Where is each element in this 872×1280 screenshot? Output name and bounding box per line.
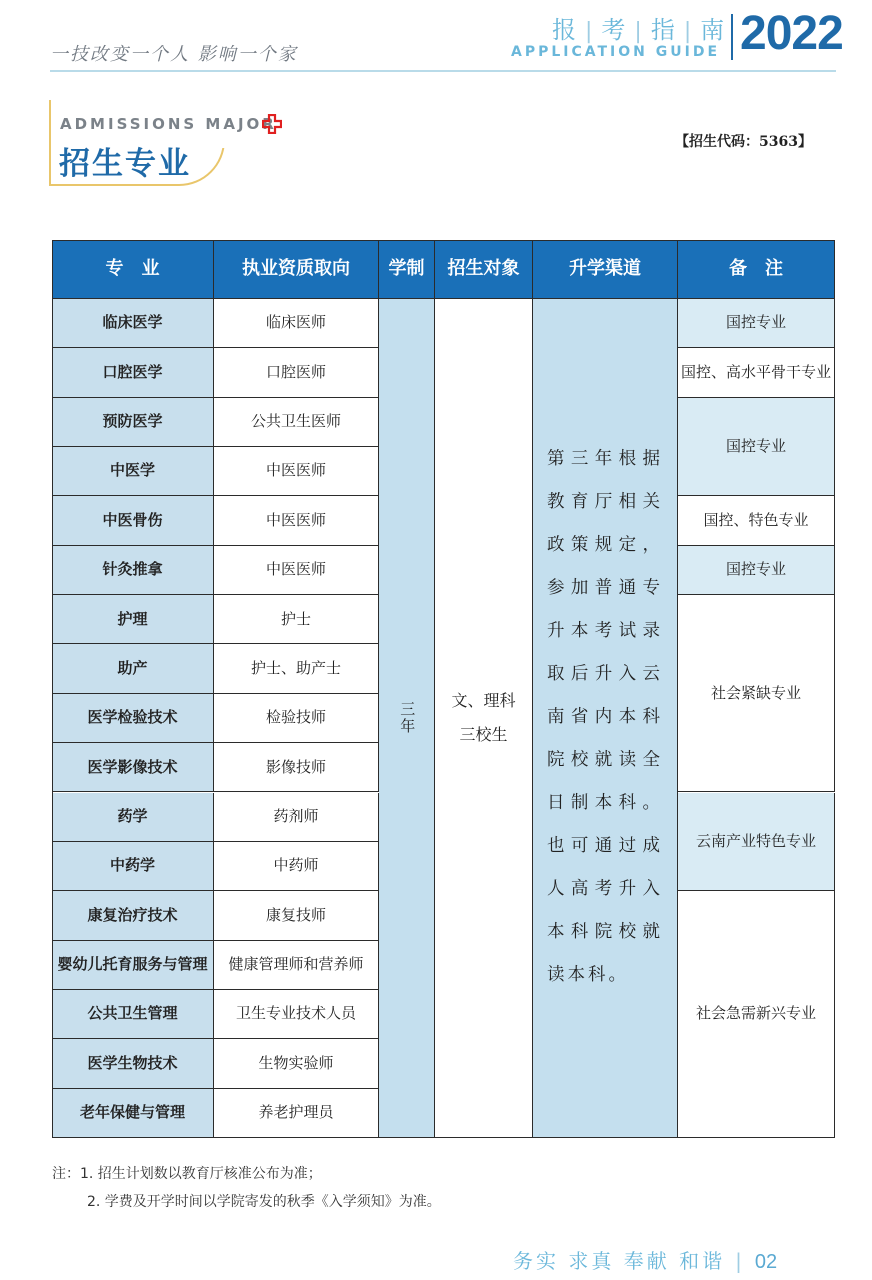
target-cell (435, 299, 533, 1138)
section-title-en: ADMISSIONS MAJOR (60, 115, 277, 133)
channel-line: 南省内本科 (547, 707, 663, 728)
channel-line: 取后升入云 (547, 664, 663, 685)
channel-line: 院校就读全 (547, 750, 663, 771)
channel-line: 政策规定， (547, 535, 663, 556)
admission-code: 【招生代码：5363】 (675, 134, 812, 150)
section-title-cn: 招生专业 (59, 146, 191, 182)
major-cell: 中药学 (52, 842, 214, 891)
footnote-2: 2. 学费及开学时间以学院寄发的秋季《入学须知》为准。 (87, 1194, 441, 1210)
channel-line: 教育厅相关 (547, 492, 663, 513)
guide-char: 考 (601, 16, 629, 44)
remark-cell: 国控专业 (678, 398, 835, 497)
qualification-cell: 生物实验师 (214, 1039, 379, 1088)
remark-cell: 国控、特色专业 (678, 496, 835, 545)
duration-text: 三年 (398, 700, 417, 735)
major-cell: 预防医学 (52, 398, 214, 447)
channel-line: 本科院校就 (547, 922, 663, 943)
guide-char: 报 (552, 16, 579, 44)
major-cell: 助产 (52, 644, 214, 693)
qualification-cell: 护士 (214, 595, 379, 644)
table-header-cell: 招生对象 (435, 240, 533, 299)
table-header-cell: 备 注 (678, 240, 835, 299)
slogan: 一技改变一个人 影响一个家 (50, 44, 298, 65)
table-header-cell: 学制 (379, 240, 435, 299)
remark-cell: 国控专业 (678, 299, 835, 348)
major-cell: 婴幼儿托育服务与管理 (52, 941, 214, 990)
remark-cell: 国控、高水平骨干专业 (678, 348, 835, 397)
channel-line: 日制本科。 (547, 793, 663, 814)
guide-char: 指 (650, 16, 678, 44)
qualification-cell: 养老护理员 (214, 1089, 379, 1138)
major-cell: 公共卫生管理 (52, 990, 214, 1039)
channel-cell (533, 299, 678, 1138)
table-header-cell: 升学渠道 (533, 240, 678, 299)
target-line: 三校生 (459, 724, 508, 744)
channel-line: 读本科。 (547, 965, 629, 986)
major-cell: 口腔医学 (52, 348, 214, 397)
qualification-cell: 公共卫生医师 (214, 398, 379, 447)
major-cell: 针灸推拿 (52, 546, 214, 595)
year-label: 2022 (740, 7, 843, 60)
qualification-cell: 药剂师 (214, 793, 379, 842)
major-cell: 药学 (52, 793, 214, 842)
duration-cell (379, 299, 435, 1138)
header-rule (50, 70, 836, 72)
major-cell: 中医学 (52, 447, 214, 496)
channel-line: 也可通过成 (547, 836, 663, 857)
channel-line: 升本考试录 (547, 621, 663, 642)
channel-line: 第三年根据 (547, 449, 663, 470)
qualification-cell: 影像技师 (214, 743, 379, 792)
footnotes (52, 1160, 441, 1216)
page-number: 02 (754, 1251, 778, 1273)
footer: 务实 求真 奉献 和谐 | 02 (513, 1249, 778, 1273)
table-header-cell: 执业资质取向 (214, 240, 379, 299)
channel-line: 参加普通专 (547, 578, 663, 599)
qualification-cell: 健康管理师和营养师 (214, 941, 379, 990)
major-cell: 医学检验技术 (52, 694, 214, 743)
remark-cell: 云南产业特色专业 (678, 793, 835, 892)
major-cell: 中医骨伤 (52, 496, 214, 545)
qualification-cell: 护士、助产士 (214, 644, 379, 693)
qualification-cell: 卫生专业技术人员 (214, 990, 379, 1039)
year-divider (731, 14, 733, 60)
qualification-cell: 检验技师 (214, 694, 379, 743)
channel-line: 人高考升入 (547, 879, 663, 900)
qualification-cell: 中医医师 (214, 546, 379, 595)
major-cell: 护理 (52, 595, 214, 644)
majors-table (52, 240, 835, 1138)
major-cell: 医学生物技术 (52, 1039, 214, 1088)
guide-title-cn: 报 | 考 | 指 | 南 (552, 16, 728, 44)
major-cell: 老年保健与管理 (52, 1089, 214, 1138)
qualification-cell: 口腔医师 (214, 348, 379, 397)
guide-title-en: APPLICATION GUIDE (511, 44, 721, 60)
qualification-cell: 中医医师 (214, 447, 379, 496)
major-cell: 医学影像技术 (52, 743, 214, 792)
remark-cell: 社会紧缺专业 (678, 595, 835, 792)
red-cross-icon (262, 114, 282, 134)
target-line: 文、理科 (451, 690, 516, 710)
qualification-cell: 康复技师 (214, 891, 379, 940)
major-cell: 临床医学 (52, 299, 214, 348)
major-cell: 康复治疗技术 (52, 891, 214, 940)
qualification-cell: 中医医师 (214, 496, 379, 545)
qualification-cell: 临床医师 (214, 299, 379, 348)
footnote-1: 注：1. 招生计划数以教育厅核准公布为准； (52, 1166, 322, 1182)
remark-cell: 社会急需新兴专业 (678, 891, 835, 1138)
guide-char: 南 (700, 16, 728, 44)
table-header-cell: 专 业 (52, 240, 214, 299)
footer-motto: 务实 求真 奉献 和谐 (513, 1249, 726, 1273)
qualification-cell: 中药师 (214, 842, 379, 891)
remark-cell: 国控专业 (678, 546, 835, 595)
